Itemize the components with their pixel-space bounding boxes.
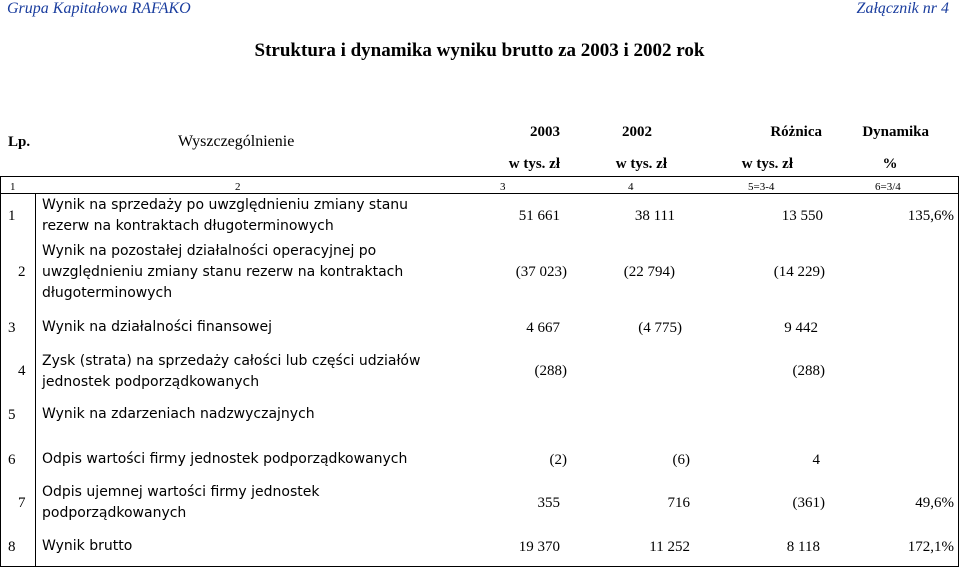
row-number: 5 [8, 407, 16, 423]
row-description: jednostek podporządkowanych [42, 374, 260, 390]
col-header-description: Wyszczególnienie [178, 133, 295, 150]
value-2003: 51 661 [518, 208, 560, 224]
attachment-number: Załącznik nr 4 [856, 0, 949, 17]
grid-line [0, 176, 959, 177]
unit-dynamics: % [882, 156, 898, 172]
value-2002: (4 775) [638, 320, 682, 336]
row-number: 7 [18, 495, 26, 511]
row-description: Odpis wartości firmy jednostek podporządkowanych [42, 451, 408, 467]
row-number: 3 [8, 320, 16, 336]
index-cell: 2 [235, 181, 241, 193]
grid-line [0, 176, 1, 567]
index-cell: 5=3-4 [748, 181, 775, 193]
value-difference: 9 442 [784, 320, 818, 336]
col-header-2003: 2003 [530, 124, 560, 140]
row-description: rezerw na kontraktach długoterminowych [42, 218, 334, 234]
value-2003: (288) [534, 363, 567, 379]
value-2002: 38 111 [634, 208, 675, 224]
company-name: Grupa Kapitałowa RAFAKO [7, 0, 191, 17]
grid-line [0, 566, 959, 567]
value-2003: (2) [549, 452, 567, 468]
row-description: Odpis ujemnej wartości firmy jednostek [42, 484, 320, 500]
value-2002: (6) [672, 452, 690, 468]
row-number: 8 [8, 539, 16, 555]
index-cell: 1 [10, 181, 16, 193]
col-header-difference: Różnica [770, 124, 822, 140]
document-title: Struktura i dynamika wyniku brutto za 2003 i 2002 rok [254, 40, 705, 61]
row-description: Wynik na zdarzeniach nadzwyczajnych [42, 406, 315, 422]
grid-line [35, 193, 36, 567]
row-number: 4 [18, 363, 26, 379]
row-description: Wynik na działalności finansowej [42, 319, 272, 335]
row-number: 2 [18, 264, 26, 280]
row-description: Zysk (strata) na sprzedaży całości lub części udziałów [42, 353, 421, 369]
row-number: 1 [8, 208, 16, 224]
value-dynamics: 172,1% [907, 539, 954, 555]
value-difference: 4 [812, 452, 820, 468]
value-2003: 355 [537, 495, 560, 511]
row-description: Wynik na sprzedaży po uwzględnieniu zmiany stanu [42, 197, 409, 213]
unit-2002: w tys. zł [615, 156, 667, 172]
value-difference: (288) [792, 363, 825, 379]
unit-difference: w tys. zł [741, 156, 793, 172]
col-header-lp: Lp. [8, 134, 31, 150]
value-difference: 8 118 [786, 539, 820, 555]
unit-2003: w tys. zł [508, 156, 560, 172]
index-cell: 3 [500, 181, 506, 193]
value-2003: 19 370 [518, 539, 560, 555]
value-dynamics: 135,6% [907, 208, 954, 224]
row-description: Wynik brutto [42, 538, 133, 554]
col-header-dynamics: Dynamika [862, 124, 929, 140]
value-2003: (37 023) [515, 264, 567, 280]
row-description: podporządkowanych [42, 505, 187, 521]
value-difference: 13 550 [781, 208, 823, 224]
grid-line [0, 193, 959, 194]
index-cell: 6=3/4 [875, 181, 901, 193]
row-description: Wynik na pozostałej działalności operacyjnej po [42, 243, 377, 259]
value-2002: 716 [667, 495, 690, 511]
row-number: 6 [8, 452, 16, 468]
row-description: długoterminowych [42, 285, 173, 301]
value-2002: (22 794) [623, 264, 675, 280]
row-description: uwzględnieniu zmiany stanu rezerw na kontraktach [42, 264, 404, 280]
value-difference: (14 229) [773, 264, 825, 280]
index-cell: 4 [628, 181, 634, 193]
col-header-2002: 2002 [622, 124, 652, 140]
value-dynamics: 49,6% [915, 495, 954, 511]
value-difference: (361) [792, 495, 825, 511]
value-2002: 11 252 [649, 539, 690, 555]
value-2003: 4 667 [526, 320, 560, 336]
